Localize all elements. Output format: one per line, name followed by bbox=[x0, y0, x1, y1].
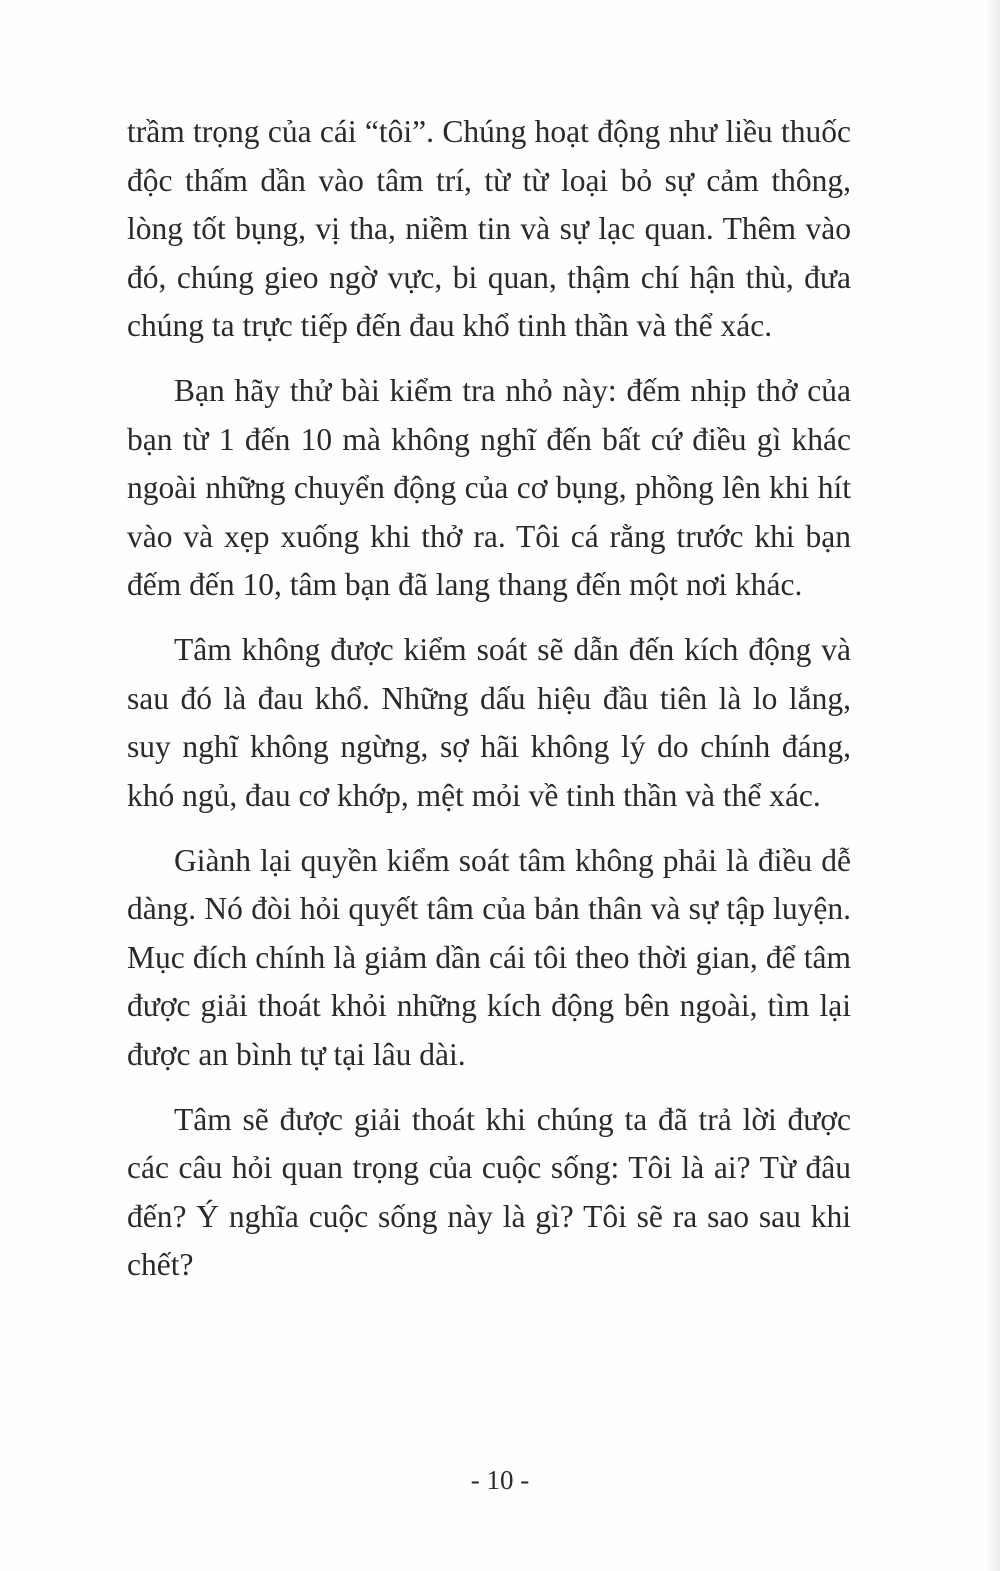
page-number: - 10 - bbox=[470, 1465, 530, 1495]
body-text bbox=[127, 108, 851, 1290]
paragraph-liberation: Tâm sẽ được giải thoát khi chúng ta đã trả lời được các câu hỏi quan trọng của cuộc sống: Tôi là ai? Từ đâu đến? Ý nghĩa cuộc sống này là gì? Tôi sẽ ra sao sau khi chết? bbox=[127, 1101, 851, 1282]
paragraph-breathing-test: Bạn hãy thử bài kiểm tra nhỏ này: đếm nhịp thở của bạn từ 1 đến 10 mà không nghĩ đến bất cứ điều gì khác ngoài những chuyển động của cơ bụng, phồng lên khi hít vào và xẹp xuống khi thở ra. Tôi cá rằng trước khi bạn đếm đến 10, tâm bạn đã lang thang đến một nơi khác. bbox=[127, 373, 851, 602]
page-edge-shadow bbox=[986, 0, 1000, 1571]
paragraph-regain-control: Giành lại quyền kiểm soát tâm không phải là điều dễ dàng. Nó đòi hỏi quyết tâm của bản thân và sự tập luyện. Mục đích chính là giảm dần cái tôi theo thời gian, để tâm được giải thoát khỏi những kích động bên ngoài, tìm lại được an bình tự tại lâu dài. bbox=[127, 842, 851, 1072]
paragraph-continuation: trầm trọng của cái “tôi”. Chúng hoạt động như liều thuốc độc thấm dần vào tâm trí, từ từ loại bỏ sự cảm thông, lòng tốt bụng, vị tha, niềm tin và sự lạc quan. Thêm vào đó, chúng gieo ngờ vực, bi quan, thậm chí hận thù, đưa chúng ta trực tiếp đến đau khổ tinh thần và thể xác. bbox=[127, 114, 851, 343]
paragraph-uncontrolled-mind: Tâm không được kiểm soát sẽ dẫn đến kích động và sau đó là đau khổ. Những dấu hiệu đầu tiên là lo lắng, suy nghĩ không ngừng, sợ hãi không lý do chính đáng, khó ngủ, đau cơ khớp, mệt mỏi về tinh thần và thể xác. bbox=[127, 632, 851, 813]
